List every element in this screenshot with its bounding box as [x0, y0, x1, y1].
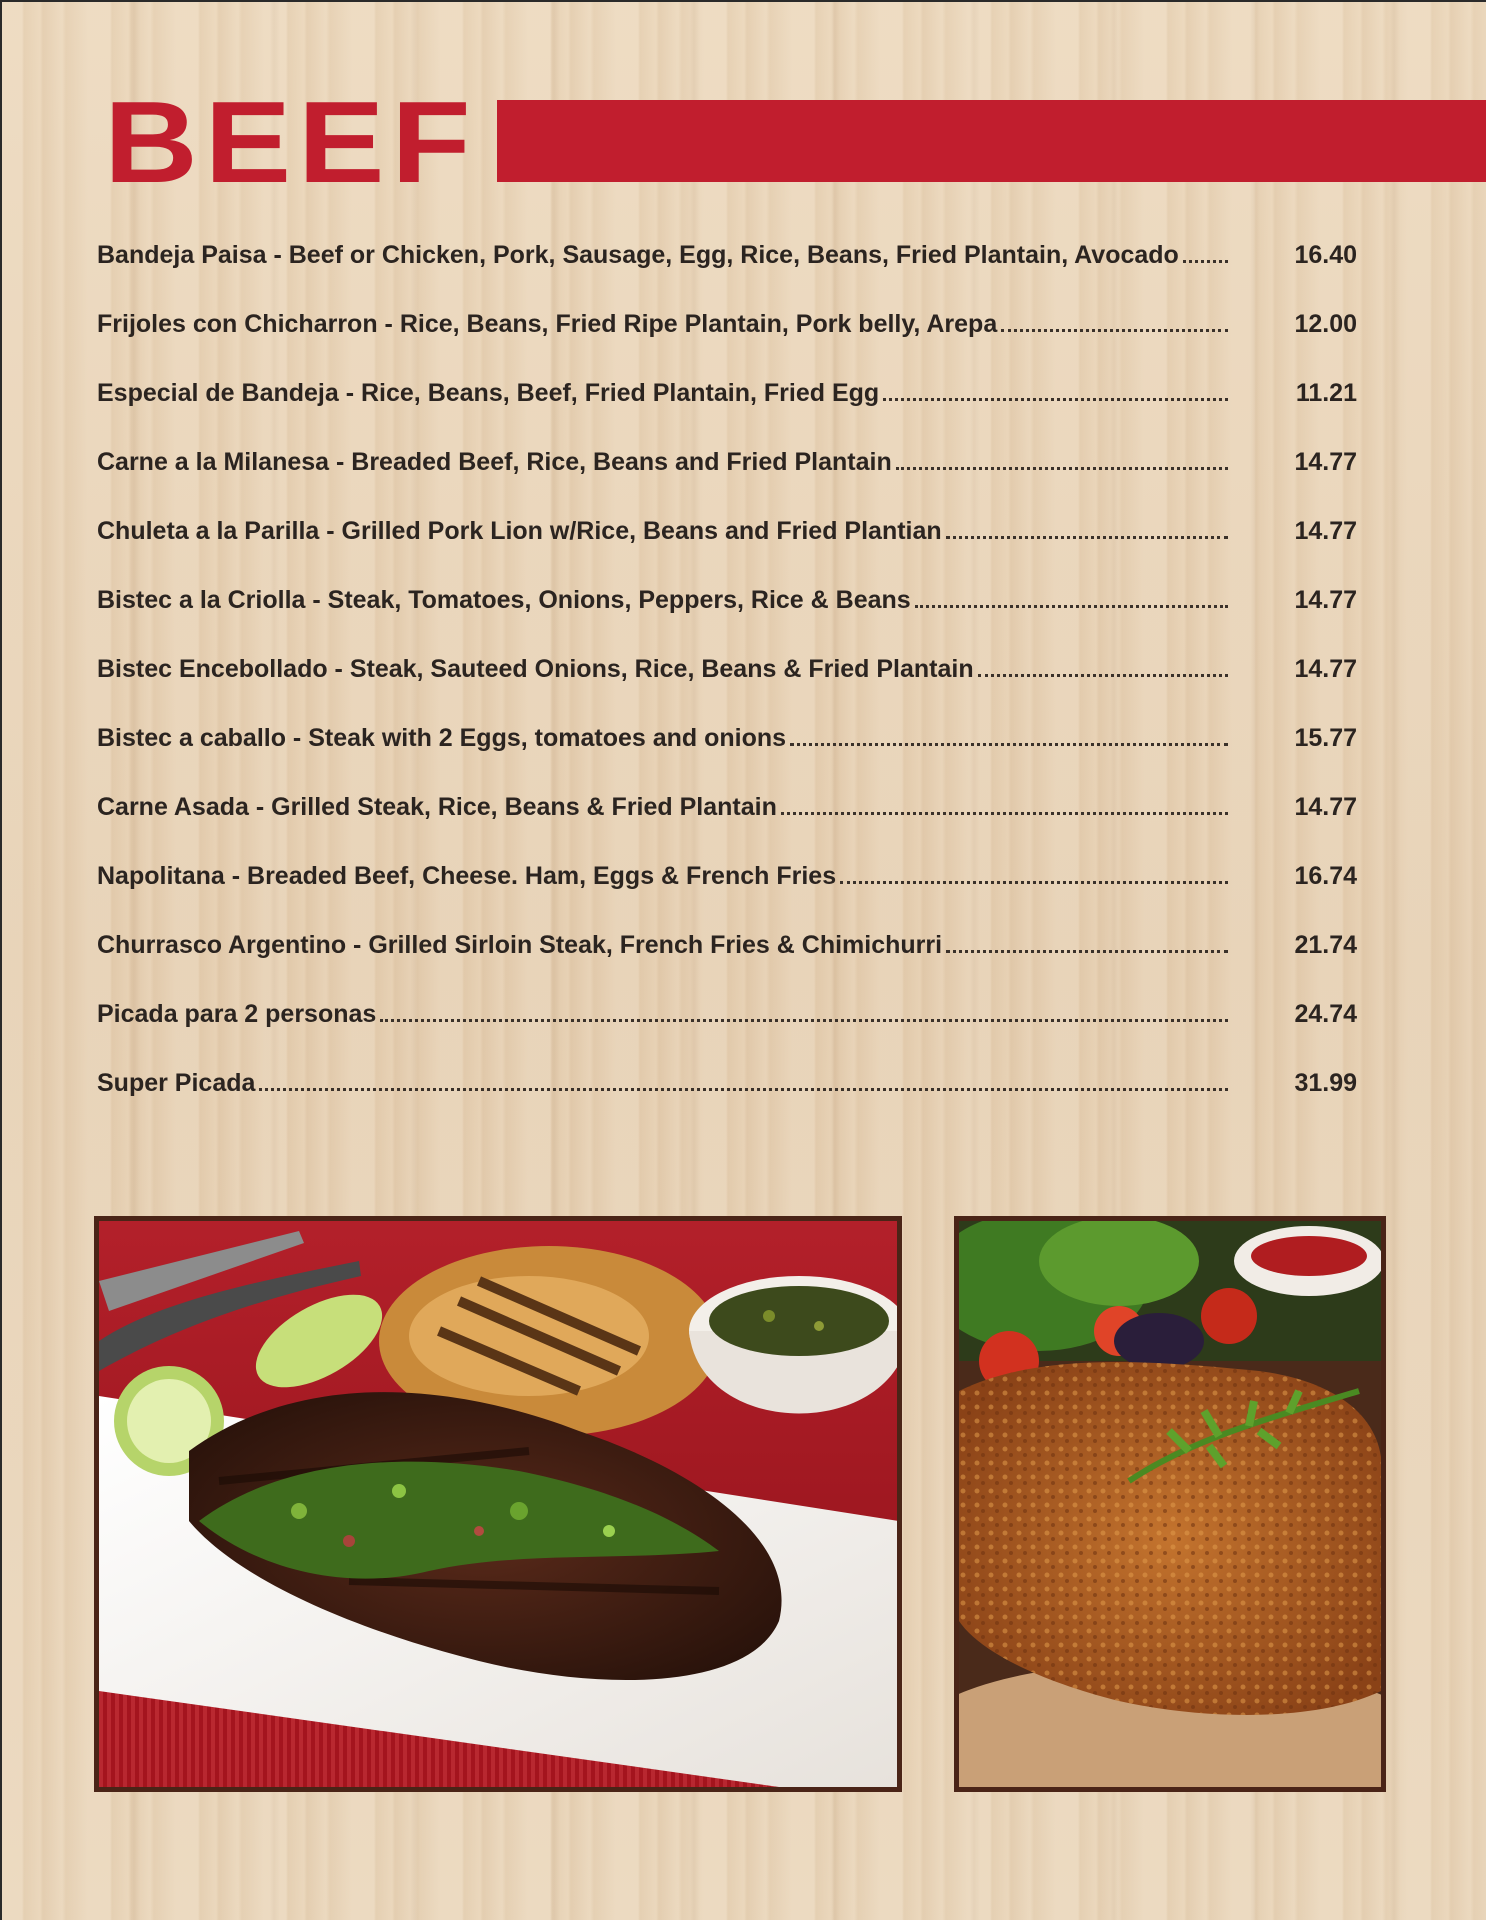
dot-leader: [781, 811, 1228, 815]
menu-item: [97, 723, 1357, 792]
menu-item-name: Churrasco Argentino - Grilled Sirloin Steak, French Fries & Chimichurri: [97, 931, 943, 959]
menu-item-name: Super Picada: [97, 1069, 256, 1097]
menu-item: [97, 999, 1357, 1068]
menu-item-price: 16.74: [1294, 862, 1357, 890]
menu-item: [97, 930, 1357, 999]
dot-leader: [896, 466, 1228, 470]
menu-item-price: 14.77: [1294, 655, 1357, 683]
menu-item: [97, 309, 1357, 378]
menu-item-price: 16.40: [1294, 241, 1357, 269]
breaded-beef-photo: [954, 1216, 1386, 1792]
menu-item-left: [97, 309, 1232, 339]
menu-item-price: 14.77: [1294, 586, 1357, 614]
steak-plate-image: [99, 1221, 897, 1787]
dot-leader: [978, 673, 1228, 677]
menu-item-left: [97, 930, 1232, 960]
menu-item-name: Chuleta a la Parilla - Grilled Pork Lion w/Rice, Beans and Fried Plantian: [97, 517, 942, 545]
menu-item-price: 12.00: [1294, 310, 1357, 338]
dot-leader: [1183, 259, 1228, 263]
dot-leader: [790, 742, 1228, 746]
dot-leader: [883, 397, 1228, 401]
menu-item-left: [97, 447, 1232, 477]
menu-item-left: [97, 792, 1232, 822]
title-accent-bar: [497, 100, 1486, 182]
dot-leader: [946, 535, 1228, 539]
menu-item: [97, 654, 1357, 723]
breaded-beef-image: [959, 1221, 1381, 1787]
menu-list: [97, 240, 1357, 1137]
menu-item-left: [97, 585, 1232, 615]
menu-item-name: Napolitana - Breaded Beef, Cheese. Ham, Eggs & French Fries: [97, 862, 837, 890]
dot-leader: [1001, 328, 1228, 332]
menu-item-name: Bistec Encebollado - Steak, Sauteed Onions, Rice, Beans & Fried Plantain: [97, 655, 974, 683]
menu-item: [97, 378, 1357, 447]
steak-chimichurri-photo: [94, 1216, 902, 1792]
menu-item-left: [97, 654, 1232, 684]
menu-item-left: [97, 999, 1232, 1029]
menu-item-name: Carne a la Milanesa - Breaded Beef, Rice, Beans and Fried Plantain: [97, 448, 892, 476]
menu-item-name: Frijoles con Chicharron - Rice, Beans, Fried Ripe Plantain, Pork belly, Arepa: [97, 310, 998, 338]
menu-item-price: 24.74: [1294, 1000, 1357, 1028]
menu-item: [97, 585, 1357, 654]
menu-item: [97, 1068, 1357, 1137]
menu-item-left: [97, 516, 1232, 546]
menu-item: [97, 861, 1357, 930]
menu-item: [97, 447, 1357, 516]
menu-item-name: Bistec a caballo - Steak with 2 Eggs, tomatoes and onions: [97, 724, 787, 752]
menu-item: [97, 516, 1357, 585]
menu-item-left: [97, 723, 1232, 753]
menu-item-price: 11.21: [1295, 379, 1357, 407]
menu-item-price: 14.77: [1294, 448, 1357, 476]
menu-item-price: 14.77: [1294, 517, 1357, 545]
dot-leader: [915, 604, 1228, 608]
dot-leader: [259, 1087, 1228, 1091]
menu-item-name: Picada para 2 personas: [97, 1000, 377, 1028]
menu-item-name: Bistec a la Criolla - Steak, Tomatoes, Onions, Peppers, Rice & Beans: [97, 586, 911, 614]
dot-leader: [380, 1018, 1228, 1022]
dot-leader: [946, 949, 1228, 953]
menu-item-price: 21.74: [1294, 931, 1357, 959]
dot-leader: [840, 880, 1228, 884]
menu-item: [97, 240, 1357, 309]
menu-item-left: [97, 378, 1232, 408]
menu-item-price: 31.99: [1294, 1069, 1357, 1097]
menu-item-price: 15.77: [1294, 724, 1357, 752]
menu-item-left: [97, 1068, 1232, 1098]
menu-item-name: Especial de Bandeja - Rice, Beans, Beef, Fried Plantain, Fried Egg: [97, 379, 880, 407]
menu-item-price: 14.77: [1294, 793, 1357, 821]
menu-item-left: [97, 861, 1232, 891]
menu-item-name: Bandeja Paisa - Beef or Chicken, Pork, Sausage, Egg, Rice, Beans, Fried Plantain, Avocado: [97, 241, 1179, 269]
menu-item-left: [97, 240, 1232, 270]
menu-item-name: Carne Asada - Grilled Steak, Rice, Beans & Fried Plantain: [97, 793, 777, 821]
menu-item: [97, 792, 1357, 861]
section-title: BEEF: [104, 77, 478, 207]
